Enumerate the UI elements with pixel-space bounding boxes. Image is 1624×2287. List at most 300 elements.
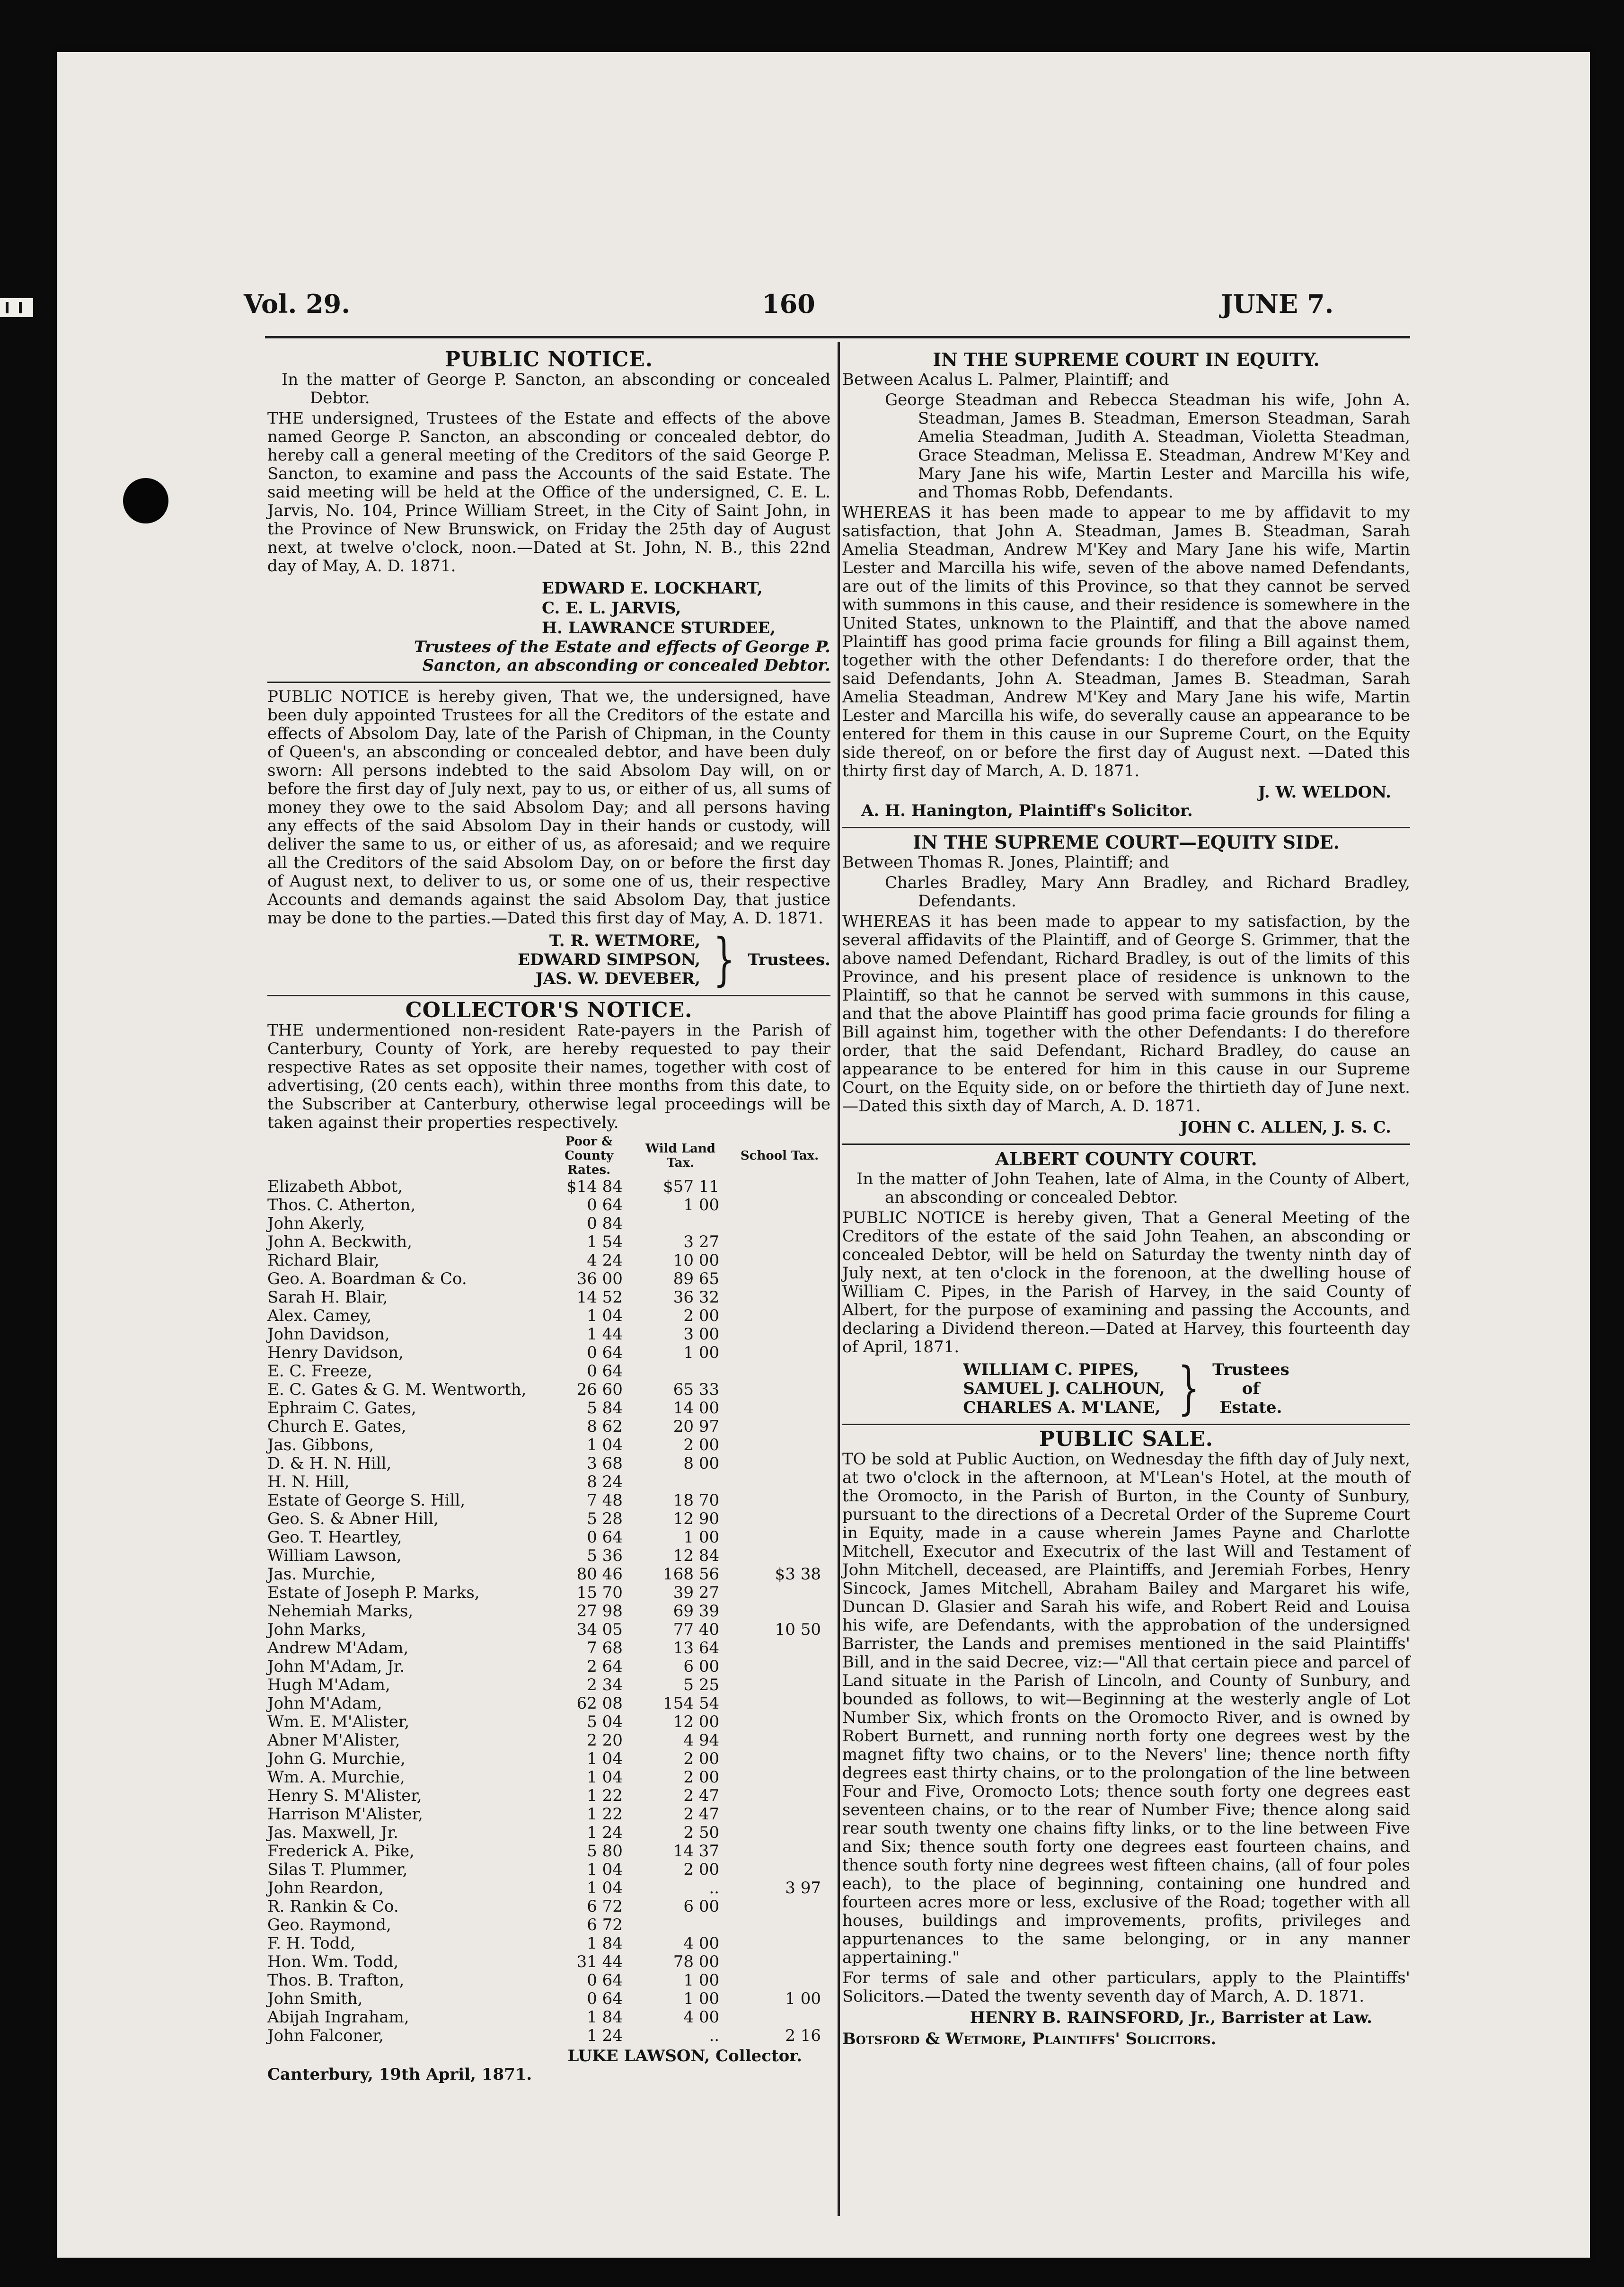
divider bbox=[842, 1424, 1410, 1425]
ratepayer-name: D. & H. N. Hill, bbox=[267, 1454, 392, 1473]
poor-county-rate: 15 70 bbox=[576, 1583, 623, 1602]
school-tax bbox=[729, 1916, 830, 1934]
brace: } bbox=[1177, 1356, 1200, 1421]
sale-terms: For terms of sale and other particulars, apply to the Plaintiffs' Solicitors.—Dated the twenty seventh day of March, A. D. 1871. bbox=[842, 1968, 1410, 2006]
wild-land-tax: 89 65 bbox=[673, 1269, 720, 1288]
poor-county-rate: 0 64 bbox=[587, 1362, 623, 1381]
right-column bbox=[842, 346, 1410, 2048]
absolom-body: PUBLIC NOTICE is hereby given, That we, the undersigned, have been duly appointed Trustees for all the Creditors of the estate and effects of Absolom Day, late of the Parish of Chipman, in the County of Queen's, an absconding or concealed debtor, and have been duly sworn: All persons indebted to the said Absolom Day will, on or before the first day of July next, pay to us, or either of us, all sums of money they owe to the said Absolom Day; and all persons having any effects of the said Absolom Day in their hands or custody, will deliver the same to us, or either of us, as aforesaid; and we require all the Creditors of the said Absolom Day, on or before the first day of August next, to deliver to us, or some one of us, their respective Accounts and demands against the said Absolom Day, that justice may be done to the parties.—Dated this first day of May, A. D. 1871. bbox=[267, 687, 830, 928]
wild-land-tax: .. bbox=[709, 2026, 720, 2045]
table-row bbox=[267, 1787, 830, 1805]
ratepayer-name: Harrison M'Alister, bbox=[267, 1805, 423, 1824]
equity1-between: Between Acalus L. Palmer, Plaintiff; and bbox=[842, 370, 1169, 389]
poor-county-rate: 1 04 bbox=[587, 1768, 623, 1787]
poor-county-rate: 1 84 bbox=[587, 2008, 623, 2027]
poor-county-rate: 0 84 bbox=[587, 1214, 623, 1233]
poor-county-rate: 3 68 bbox=[587, 1454, 623, 1473]
table-row bbox=[267, 1584, 830, 1602]
table-row bbox=[267, 1196, 830, 1214]
sancton-role-1: Trustees of the Estate and effects of George P. bbox=[414, 638, 830, 656]
wild-land-tax: 39 27 bbox=[673, 1583, 720, 1602]
school-tax bbox=[729, 1676, 830, 1694]
ratepayer-name: John Reardon, bbox=[267, 1879, 384, 1897]
sale-barrister: HENRY B. RAINSFORD, Jr., Barrister at Law. bbox=[970, 2008, 1372, 2027]
poor-county-rate: 80 46 bbox=[576, 1565, 623, 1584]
table-row bbox=[267, 1528, 830, 1547]
left-edge-tab bbox=[0, 298, 33, 317]
table-row bbox=[267, 1178, 830, 1196]
table-row bbox=[267, 1731, 830, 1750]
equity2-judge: JOHN C. ALLEN, J. S. C. bbox=[1180, 1118, 1391, 1137]
poor-county-rate: 6 72 bbox=[587, 1915, 623, 1934]
collector-title: COLLECTOR'S NOTICE. bbox=[405, 998, 693, 1022]
ratepayer-name: John Smith, bbox=[267, 1989, 363, 2008]
wild-land-tax: 154 54 bbox=[663, 1694, 720, 1713]
equity2-between: Between Thomas R. Jones, Plaintiff; and bbox=[842, 853, 1169, 872]
poor-county-rate: 27 98 bbox=[576, 1602, 623, 1621]
table-row bbox=[267, 1436, 830, 1454]
table-row bbox=[267, 1658, 830, 1676]
ratepayer-name: Geo. S. & Abner Hill, bbox=[267, 1509, 439, 1528]
rates-table bbox=[267, 1134, 830, 2045]
sancton-signers bbox=[267, 578, 830, 638]
school-tax bbox=[729, 1731, 830, 1750]
poor-county-rate: 0 64 bbox=[587, 1989, 623, 2008]
table-row bbox=[267, 1362, 830, 1381]
table-row bbox=[267, 1565, 830, 1584]
ratepayer-name: Alex. Camey, bbox=[267, 1306, 372, 1325]
ratepayer-name: Sarah H. Blair, bbox=[267, 1288, 388, 1307]
trustees-label: of bbox=[1242, 1379, 1260, 1398]
ratepayer-name: Thos. C. Atherton, bbox=[267, 1196, 416, 1214]
albert-body: PUBLIC NOTICE is hereby given, That a General Meeting of the Creditors of the estate of the said John Teahen, an absconding or concealed Debtor, will be held on Saturday the twenty ninth day of July next, at ten o'clock in the forenoon, at the dwelling house of William C. Pipes, in the Parish of Harvey, in the said County of Albert, for the purpose of examining and passing the Accounts, and declaring a Dividend thereon.—Dated at Harvey, this fourteenth day of April, 1871. bbox=[842, 1208, 1410, 1356]
poor-county-rate: 8 24 bbox=[587, 1472, 623, 1491]
school-tax bbox=[729, 1768, 830, 1787]
table-row bbox=[267, 1713, 830, 1731]
table-row bbox=[267, 1824, 830, 1842]
ratepayer-name: John Akerly, bbox=[267, 1214, 365, 1233]
equity2-title: IN THE SUPREME COURT—EQUITY SIDE. bbox=[913, 832, 1340, 853]
ratepayer-name: Thos. B. Trafton, bbox=[267, 1971, 405, 1990]
poor-county-rate: 31 44 bbox=[576, 1952, 623, 1971]
wild-land-tax: 12 84 bbox=[673, 1546, 720, 1565]
table-row bbox=[267, 1879, 830, 1897]
ratepayer-name: Ephraim C. Gates, bbox=[267, 1399, 416, 1418]
poor-county-rate: 5 84 bbox=[587, 1399, 623, 1418]
issue-date: JUNE 7. bbox=[1221, 289, 1334, 319]
wild-land-tax: 4 00 bbox=[683, 1934, 720, 1953]
wild-land-tax: 2 00 bbox=[683, 1436, 720, 1454]
table-row bbox=[267, 1270, 830, 1288]
ratepayer-name: John Marks, bbox=[267, 1620, 366, 1639]
ratepayer-name: F. H. Todd, bbox=[267, 1934, 356, 1953]
table-row bbox=[267, 1344, 830, 1362]
school-tax bbox=[729, 1805, 830, 1824]
equity1-body: WHEREAS it has been made to appear to me by affidavit to my satisfaction, that John A. Steadman, James B. Steadman, Sarah Amelia Steadman, Andrew M'Key and Mary Jane his wife, Martin Lester and Marcilla his wife, seven of the above named Defendants, are out of the limits of this Province, so that they cannot be served with summons in this cause, and their residence is somewhere in the United States, unknown to the Plaintiff, and that the above named Plaintiff has good prima facie grounds for filing a Bill against them, together with the other Defendants: I do therefore order, that the said Defendants, John A. Steadman, James B. Steadman, Sarah Amelia Steadman, Andrew M'Key and Mary Jane his wife, Martin Lester and Marcilla his wife, do severally cause an appearance to be entered for them in this cause in our Supreme Court, on the Equity side thereof, on or before the first day of August next. —Dated this thirty first day of March, A. D. 1871. bbox=[842, 503, 1410, 780]
poor-county-rate: 1 04 bbox=[587, 1860, 623, 1879]
header-rule bbox=[265, 336, 1410, 338]
school-tax bbox=[729, 1325, 830, 1344]
school-tax bbox=[729, 1547, 830, 1565]
wild-land-tax: 65 33 bbox=[673, 1380, 720, 1399]
ratepayer-name: Frederick A. Pike, bbox=[267, 1842, 415, 1861]
wild-land-tax: 12 90 bbox=[673, 1509, 720, 1528]
table-row bbox=[267, 1639, 830, 1658]
wild-land-tax: 8 00 bbox=[683, 1454, 720, 1473]
table-row bbox=[267, 1768, 830, 1787]
equity2-parties: Charles Bradley, Mary Ann Bradley, and Richard Bradley, Defendants. bbox=[885, 873, 1410, 911]
equity2-body: WHEREAS it has been made to appear to my satisfaction, by the several affidavits of the Plaintiff, and of George S. Grimmer, that the above named Defendant, Richard Bradley, is out of the limits of this Province, and his present place of residence is unknown to the Plaintiff, so that he cannot be served with summons in this cause, and that the above Plaintiff has good prima facie grounds for filing a Bill against him, together with the other Defendants: I do therefore order, that the said Defendant, Richard Bradley, do cause an appearance to be entered for him in this cause in our Supreme Court, on the Equity side, on or before the thirtieth day of June next.—Dated this sixth day of March, A. D. 1871. bbox=[842, 912, 1410, 1116]
ratepayer-name: Hon. Wm. Todd, bbox=[267, 1952, 399, 1971]
poor-county-rate: 4 24 bbox=[587, 1251, 623, 1270]
ratepayer-name: E. C. Gates & G. M. Wentworth, bbox=[267, 1380, 527, 1399]
poor-county-rate: 0 64 bbox=[587, 1971, 623, 1990]
poor-county-rate: 14 52 bbox=[576, 1288, 623, 1307]
school-tax bbox=[729, 1233, 830, 1251]
poor-county-rate: 1 22 bbox=[587, 1786, 623, 1805]
wild-land-tax: 2 00 bbox=[683, 1860, 720, 1879]
wild-land-tax: 2 00 bbox=[683, 1768, 720, 1787]
ratepayer-name: Geo. A. Boardman & Co. bbox=[267, 1269, 467, 1288]
wild-land-tax: 6 00 bbox=[683, 1657, 720, 1676]
school-tax bbox=[729, 1196, 830, 1214]
wild-land-tax: 5 25 bbox=[683, 1675, 720, 1694]
page-number: 160 bbox=[762, 289, 815, 319]
poor-county-rate: 0 64 bbox=[587, 1343, 623, 1362]
trustees-label: Trustees. bbox=[748, 950, 830, 969]
table-row bbox=[267, 1510, 830, 1528]
wild-land-tax: $57 11 bbox=[663, 1177, 720, 1196]
signer: EDWARD SIMPSON, bbox=[518, 950, 701, 969]
school-tax: 2 16 bbox=[785, 2026, 821, 2045]
ratepayer-name: John Falconer, bbox=[267, 2026, 384, 2045]
table-row bbox=[267, 1251, 830, 1270]
poor-county-rate: 1 44 bbox=[587, 1325, 623, 1344]
poor-county-rate: 2 20 bbox=[587, 1731, 623, 1750]
ratepayer-name: Richard Blair, bbox=[267, 1251, 380, 1270]
wild-land-tax: 1 00 bbox=[683, 1971, 720, 1990]
divider bbox=[842, 827, 1410, 828]
collector-body: THE undermentioned non-resident Rate-payers in the Parish of Canterbury, County of York, are hereby requested to pay their respective Rates as set opposite their names, together with cost of advertising, (20 cents each), within three months from this date, to the Subscriber at Canterbury, otherwise legal proceedings will be taken against their properties respectively. bbox=[267, 1021, 830, 1132]
wild-land-tax bbox=[632, 1473, 729, 1491]
poor-county-rate: 5 36 bbox=[587, 1546, 623, 1565]
ratepayer-name: Church E. Gates, bbox=[267, 1417, 406, 1436]
table-row bbox=[267, 1861, 830, 1879]
ratepayer-name: Henry S. M'Alister, bbox=[267, 1786, 422, 1805]
equity1-parties: George Steadman and Rebecca Steadman his wife, John A. Steadman, James B. Steadman, Emerson Steadman, Sarah Amelia Steadman, Judith A. Steadman, Violetta Steadman, Grace Steadman, Melissa E. Steadman, Andrew M'Key and Mary Jane his wife, Martin Lester and Marcilla his wife, and Thomas Robb, Defendants. bbox=[885, 390, 1410, 502]
wild-land-tax: 1 00 bbox=[683, 1196, 720, 1214]
volume-label: Vol. 29. bbox=[244, 289, 351, 319]
poor-county-rate: 0 64 bbox=[587, 1196, 623, 1214]
school-tax bbox=[729, 1251, 830, 1270]
left-column bbox=[267, 346, 830, 2084]
school-tax bbox=[729, 1897, 830, 1916]
table-row bbox=[267, 1473, 830, 1491]
poor-county-rate: 2 34 bbox=[587, 1675, 623, 1694]
collector-place-date: Canterbury, 19th April, 1871. bbox=[267, 2065, 532, 2084]
table-row bbox=[267, 1325, 830, 1344]
wild-land-tax: 14 00 bbox=[673, 1399, 720, 1418]
sancton-role-2: Sancton, an absconding or concealed Debtor. bbox=[422, 656, 830, 675]
table-row bbox=[267, 1602, 830, 1621]
ratepayer-name: Andrew M'Adam, bbox=[267, 1639, 409, 1658]
school-tax bbox=[729, 1362, 830, 1381]
school-tax bbox=[729, 1473, 830, 1491]
ratepayer-name: Estate of George S. Hill, bbox=[267, 1491, 466, 1510]
ratepayer-name: R. Rankin & Co. bbox=[267, 1897, 399, 1916]
wild-land-tax bbox=[632, 1916, 729, 1934]
brace: } bbox=[713, 927, 735, 993]
school-tax bbox=[729, 1713, 830, 1731]
table-row bbox=[267, 1842, 830, 1861]
signer: H. LAWRANCE STURDEE, bbox=[542, 619, 776, 638]
poor-county-rate: 0 64 bbox=[587, 1528, 623, 1547]
ratepayer-name: Nehemiah Marks, bbox=[267, 1602, 414, 1621]
sale-body: TO be sold at Public Auction, on Wednesday the fifth day of July next, at two o'clock in the afternoon, at M'Lean's Hotel, at the mouth of the Oromocto, in the Parish of Burton, in the County of Sunbury, pursuant to the directions of a Decretal Order of the Supreme Court in Equity, made in a cause wherein James Payne and Charlotte Mitchell, Executor and Executrix of the last Will and Testament of John Mitchell, deceased, are Plaintiffs, and Jeremiah Forbes, Henry Sincock, James Mitchell, Abraham Bailey and Margaret his wife, Duncan D. Glasier and Sarah his wife, and Robert Reid and Louisa his wife, are Defendants, with the approbation of the undersigned Barrister, the Lands and premises mentioned in the said Plaintiffs' Bill, and in the said Decree, viz:—"All that certain piece and parcel of Land situate in the Parish of Lincoln, and County of Sunbury, and bounded as follows, to wit—Beginning at the westerly angle of Lot Number Six, which fronts on the Oromocto River, and is owned by Robert Burnett, and running north forty one degrees west by the magnet fifty two chains, or to the Nevers' line; thence north fifty degrees east thirty chains, or to the prolongation of the line between Four and Five, Oromocto Lots; thence south forty one degrees east seventeen chains, or to the rear of Number Five; thence along said rear south twenty one chains fifty links, or to the line between Five and Six; thence south forty one degrees east fourteen chains, and thence south forty nine degrees west fifteen chains, (all of four poles each), to the place of beginning, containing one hundred and fourteen acres more or less, exclusive of the Road; together with all houses, buildings and improvements, profits, privileges and appurtenances to the same belonging, or in any manner appertaining." bbox=[842, 1450, 1410, 1967]
table-row bbox=[267, 1491, 830, 1510]
school-tax bbox=[729, 1399, 830, 1418]
poor-county-rate: 36 00 bbox=[576, 1269, 623, 1288]
table-row bbox=[267, 1381, 830, 1399]
divider bbox=[267, 995, 830, 996]
wild-land-tax: 36 32 bbox=[673, 1288, 720, 1307]
table-row bbox=[267, 1971, 830, 1990]
school-tax: 1 00 bbox=[785, 1989, 821, 2008]
school-tax bbox=[729, 1436, 830, 1454]
wild-land-tax: 4 00 bbox=[683, 2008, 720, 2027]
school-tax bbox=[729, 1454, 830, 1473]
school-tax bbox=[729, 1971, 830, 1990]
albert-title: ALBERT COUNTY COURT. bbox=[995, 1148, 1257, 1170]
wild-land-tax: 6 00 bbox=[683, 1897, 720, 1916]
signer: JAS. W. DEVEBER, bbox=[535, 969, 701, 988]
punch-hole bbox=[123, 478, 168, 523]
ratepayer-name: John G. Murchie, bbox=[267, 1749, 406, 1768]
school-tax bbox=[729, 1584, 830, 1602]
sale-solicitors: Botsford & Wetmore, Plaintiffs' Solicitors. bbox=[842, 2030, 1217, 2048]
signer: T. R. WETMORE, bbox=[549, 931, 701, 950]
poor-county-rate: 1 04 bbox=[587, 1306, 623, 1325]
wild-land-tax: 10 00 bbox=[673, 1251, 720, 1270]
signer: C. E. L. JARVIS, bbox=[542, 599, 681, 618]
wild-land-tax: 2 47 bbox=[683, 1786, 720, 1805]
wild-land-tax: 168 56 bbox=[663, 1565, 720, 1584]
school-tax bbox=[729, 1214, 830, 1233]
ratepayer-name: H. N. Hill, bbox=[267, 1472, 350, 1491]
table-row bbox=[267, 1750, 830, 1768]
poor-county-rate: 5 80 bbox=[587, 1842, 623, 1861]
page-header bbox=[57, 279, 1590, 327]
wild-land-tax: 3 27 bbox=[683, 1232, 720, 1251]
school-tax bbox=[729, 1694, 830, 1713]
ratepayer-name: Henry Davidson, bbox=[267, 1343, 404, 1362]
wild-land-tax: 2 00 bbox=[683, 1749, 720, 1768]
wild-land-tax: 14 37 bbox=[673, 1842, 720, 1861]
trustees-label: Estate. bbox=[1219, 1398, 1282, 1417]
poor-county-rate: 1 04 bbox=[587, 1749, 623, 1768]
wild-land-tax bbox=[632, 1214, 729, 1233]
table-row bbox=[267, 1897, 830, 1916]
table-row bbox=[267, 1934, 830, 1953]
col-header-school: School Tax. bbox=[740, 1149, 819, 1163]
school-tax bbox=[729, 1491, 830, 1510]
poor-county-rate: 62 08 bbox=[576, 1694, 623, 1713]
school-tax bbox=[729, 1953, 830, 1971]
ratepayer-name: John M'Adam, Jr. bbox=[267, 1657, 405, 1676]
sancton-body: THE undersigned, Trustees of the Estate and effects of the above named George P. Sancton, an absconding or concealed debtor, do hereby call a general meeting of the Creditors of the said George P. Sancton, to examine and pass the Accounts of the said Estate. The said meeting will be held at the Office of the undersigned, C. E. L. Jarvis, No. 104, Prince William Street, in the City of Saint John, in the Province of New Brunswick, on Friday the 25th day of August next, at twelve o'clock, noon.—Dated at St. John, N. B., this 22nd day of May, A. D. 1871. bbox=[267, 409, 830, 576]
poor-county-rate: 8 62 bbox=[587, 1417, 623, 1436]
school-tax bbox=[729, 1658, 830, 1676]
wild-land-tax: 69 39 bbox=[673, 1602, 720, 1621]
wild-land-tax bbox=[632, 1362, 729, 1381]
ratepayer-name: Geo. T. Heartley, bbox=[267, 1528, 402, 1547]
wild-land-tax: 1 00 bbox=[683, 1989, 720, 2008]
table-row bbox=[267, 1805, 830, 1824]
school-tax bbox=[729, 1528, 830, 1547]
school-tax bbox=[729, 1381, 830, 1399]
equity1-solicitor: A. H. Hanington, Plaintiff's Solicitor. bbox=[861, 801, 1193, 820]
ratepayer-name: Estate of Joseph P. Marks, bbox=[267, 1583, 480, 1602]
sancton-title: PUBLIC NOTICE. bbox=[444, 347, 653, 372]
wild-land-tax: 20 97 bbox=[673, 1417, 720, 1436]
poor-county-rate: 5 28 bbox=[587, 1509, 623, 1528]
table-row bbox=[267, 1418, 830, 1436]
table-row bbox=[267, 1676, 830, 1694]
table-row bbox=[267, 1621, 830, 1639]
ratepayer-name: Jas. Murchie, bbox=[267, 1565, 376, 1584]
school-tax bbox=[729, 1787, 830, 1805]
wild-land-tax: 13 64 bbox=[673, 1639, 720, 1658]
ratepayer-name: William Lawson, bbox=[267, 1546, 402, 1565]
poor-county-rate: 26 60 bbox=[576, 1380, 623, 1399]
poor-county-rate: 1 54 bbox=[587, 1232, 623, 1251]
newspaper-page bbox=[57, 52, 1590, 2258]
school-tax bbox=[729, 1270, 830, 1288]
school-tax bbox=[729, 1602, 830, 1621]
ratepayer-name: John A. Beckwith, bbox=[267, 1232, 412, 1251]
school-tax bbox=[729, 1824, 830, 1842]
table-row bbox=[267, 1233, 830, 1251]
sancton-matter: In the matter of George P. Sancton, an absconding or concealed Debtor. bbox=[282, 370, 830, 408]
signer: CHARLES A. M'LANE, bbox=[963, 1398, 1161, 1417]
ratepayer-name: Wm. E. M'Alister, bbox=[267, 1712, 410, 1731]
equity1-judge: J. W. WELDON. bbox=[1258, 783, 1391, 802]
table-row bbox=[267, 1288, 830, 1307]
table-row bbox=[267, 1547, 830, 1565]
ratepayer-name: E. C. Freeze, bbox=[267, 1362, 372, 1381]
wild-land-tax: 1 00 bbox=[683, 1528, 720, 1547]
ratepayer-name: John Davidson, bbox=[267, 1325, 390, 1344]
school-tax bbox=[729, 1344, 830, 1362]
poor-county-rate: 34 05 bbox=[576, 1620, 623, 1639]
poor-county-rate: 6 72 bbox=[587, 1897, 623, 1916]
wild-land-tax: 3 00 bbox=[683, 1325, 720, 1344]
table-row bbox=[267, 1399, 830, 1418]
table-row bbox=[267, 1307, 830, 1325]
col-header-poor: Poor & County Rates. bbox=[565, 1135, 614, 1177]
divider bbox=[842, 1144, 1410, 1145]
school-tax bbox=[729, 1307, 830, 1325]
poor-county-rate: 1 04 bbox=[587, 1879, 623, 1897]
ratepayer-name: Elizabeth Abbot, bbox=[267, 1177, 403, 1196]
school-tax bbox=[729, 1288, 830, 1307]
wild-land-tax: 77 40 bbox=[673, 1620, 720, 1639]
school-tax: 10 50 bbox=[775, 1620, 821, 1639]
divider bbox=[267, 682, 830, 683]
albert-trustees bbox=[842, 1356, 1410, 1421]
poor-county-rate: 1 24 bbox=[587, 2026, 623, 2045]
wild-land-tax: 4 94 bbox=[683, 1731, 720, 1750]
school-tax bbox=[729, 1639, 830, 1658]
wild-land-tax: 1 00 bbox=[683, 1343, 720, 1362]
school-tax bbox=[729, 1861, 830, 1879]
school-tax bbox=[729, 1842, 830, 1861]
ratepayer-name: Abijah Ingraham, bbox=[267, 2008, 409, 2027]
school-tax bbox=[729, 1750, 830, 1768]
poor-county-rate: 1 24 bbox=[587, 1823, 623, 1842]
poor-county-rate: 7 68 bbox=[587, 1639, 623, 1658]
sale-title: PUBLIC SALE. bbox=[1039, 1427, 1214, 1451]
trustees-label: Trustees bbox=[1212, 1360, 1289, 1379]
col-header-wild: Wild Land Tax. bbox=[645, 1142, 715, 1170]
school-tax bbox=[729, 1178, 830, 1196]
school-tax bbox=[729, 1418, 830, 1436]
signer: SAMUEL J. CALHOUN, bbox=[963, 1379, 1165, 1398]
ratepayer-name: Jas. Gibbons, bbox=[267, 1436, 374, 1454]
ratepayer-name: Wm. A. Murchie, bbox=[267, 1768, 405, 1787]
signer: WILLIAM C. PIPES, bbox=[963, 1360, 1139, 1379]
table-row bbox=[267, 1694, 830, 1713]
ratepayer-name: John M'Adam, bbox=[267, 1694, 382, 1713]
absolom-trustees bbox=[267, 927, 830, 993]
poor-county-rate: 2 64 bbox=[587, 1657, 623, 1676]
poor-county-rate: 1 04 bbox=[587, 1436, 623, 1454]
wild-land-tax: 2 50 bbox=[683, 1823, 720, 1842]
table-row bbox=[267, 2027, 830, 2045]
equity1-title: IN THE SUPREME COURT IN EQUITY. bbox=[933, 349, 1320, 370]
school-tax bbox=[729, 1510, 830, 1528]
table-row bbox=[267, 1953, 830, 1971]
table-row bbox=[267, 1990, 830, 2008]
school-tax: $3 38 bbox=[775, 1565, 821, 1584]
poor-county-rate: 5 04 bbox=[587, 1712, 623, 1731]
school-tax: 3 97 bbox=[785, 1879, 821, 1897]
wild-land-tax: 18 70 bbox=[673, 1491, 720, 1510]
column-rule bbox=[838, 342, 840, 2216]
collector-signer: LUKE LAWSON, Collector. bbox=[567, 2047, 802, 2065]
wild-land-tax: 2 47 bbox=[683, 1805, 720, 1824]
wild-land-tax: .. bbox=[709, 1879, 720, 1897]
school-tax bbox=[729, 1934, 830, 1953]
wild-land-tax: 12 00 bbox=[673, 1712, 720, 1731]
school-tax bbox=[729, 2008, 830, 2027]
poor-county-rate: 1 84 bbox=[587, 1934, 623, 1953]
wild-land-tax: 78 00 bbox=[673, 1952, 720, 1971]
albert-matter: In the matter of John Teahen, late of Alma, in the County of Albert, an absconding or concealed Debtor. bbox=[856, 1170, 1410, 1207]
signer: EDWARD E. LOCKHART, bbox=[542, 579, 763, 598]
poor-county-rate: 7 48 bbox=[587, 1491, 623, 1510]
table-row bbox=[267, 1214, 830, 1233]
ratepayer-name: Jas. Maxwell, Jr. bbox=[267, 1823, 398, 1842]
wild-land-tax: 2 00 bbox=[683, 1306, 720, 1325]
ratepayer-name: Geo. Raymond, bbox=[267, 1915, 391, 1934]
ratepayer-name: Hugh M'Adam, bbox=[267, 1675, 390, 1694]
poor-county-rate: 1 22 bbox=[587, 1805, 623, 1824]
poor-county-rate: $14 84 bbox=[566, 1177, 623, 1196]
ratepayer-name: Abner M'Alister, bbox=[267, 1731, 400, 1750]
table-row bbox=[267, 2008, 830, 2027]
table-row bbox=[267, 1454, 830, 1473]
